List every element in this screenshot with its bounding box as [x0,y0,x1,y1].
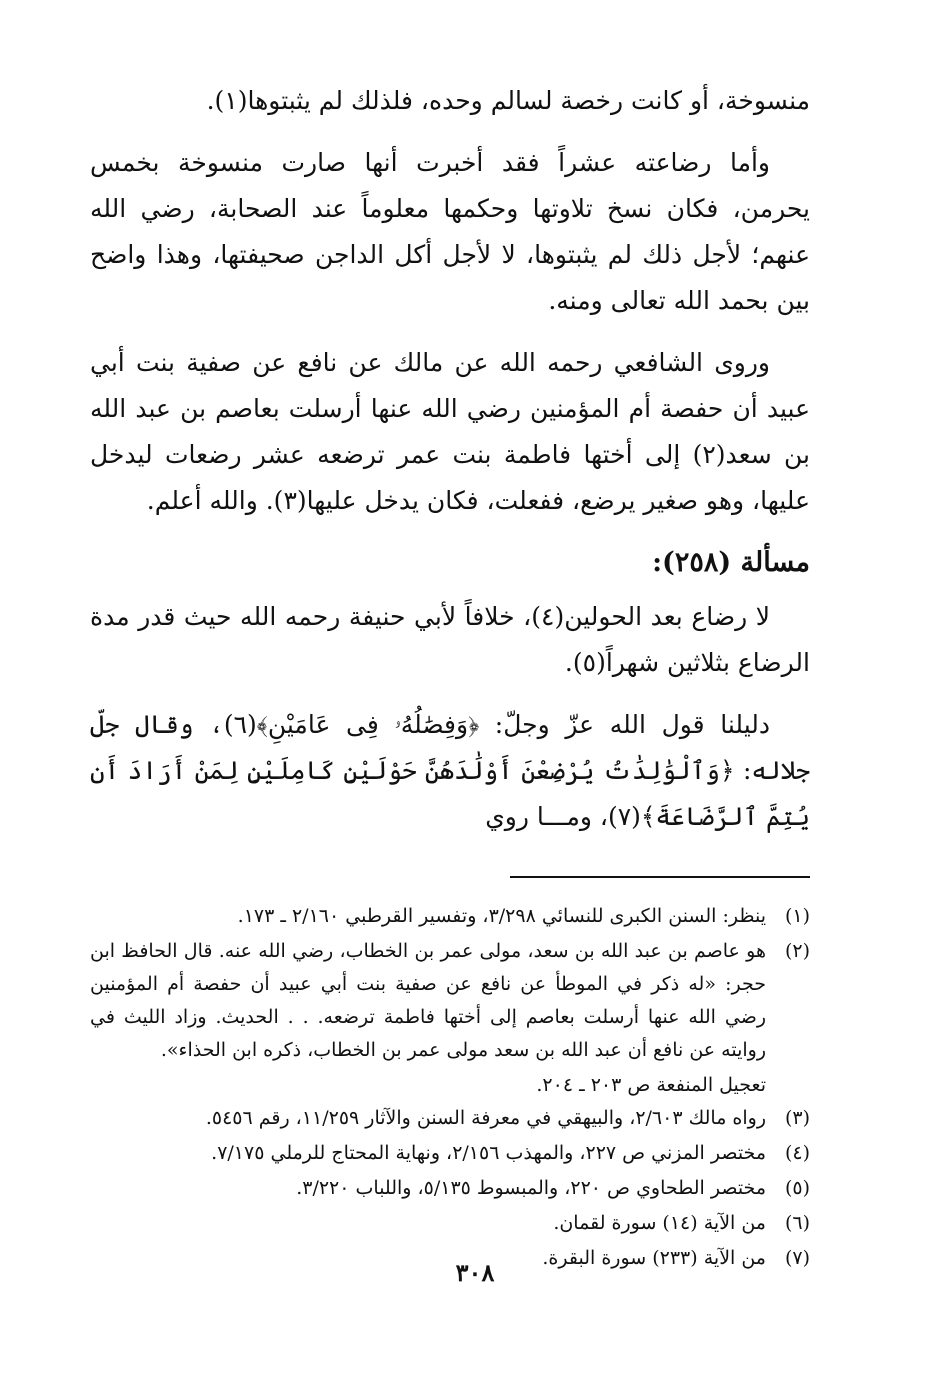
footnote-1 [90,900,810,933]
paragraph-1: منسوخة، أو كانت رخصة لسالم وحده، فلذلك لم يثبتوها(١). [206,86,810,115]
footnote-text: رواه مالك ٢/٦٠٣، والبيهقي في معرفة السنن والآثار ١١/٢٥٩، رقم ٥٤٥٦. [205,1107,766,1129]
footnote-text: هو عاصم بن عبد الله بن سعد، مولى عمر بن الخطاب، رضي الله عنه. قال الحافظ ابن حجر: «له ذكر في الموطأ عن نافع عن صفية بنت أبي عبيد أن حفصة أم المؤمنين رضي الله عنها أرسلت بعاصم إلى أختها فاطمة ترضعه. . . الحديث. وزاد الليث في روايته عن نافع أن عبد الله بن سعد مولى عمر بن الخطاب، ذكره ابن الحذاء». [90,940,766,1061]
footnote-text: ينظر: السنن الكبرى للنسائي ٣/٢٩٨، وتفسير القرطبي ٢/١٦٠ ـ ١٧٣. [237,905,766,927]
footnote-2-source: تعجيل المنفعة ص ٢٠٣ ـ ٢٠٤. [536,1074,766,1096]
footnote-number: (٦) [784,1212,810,1234]
paragraph-3: وروى الشافعي رحمه الله عن مالك عن نافع عن صفية بنت أبي عبيد أن حفصة أم المؤمنين رضي الله عنها أرسلت بعاصم بن عبد الله بن سعد(٢) إلى أختها فاطمة بنت عمر ترضعه عشر رضعات ليدخل عليها، وهو صغير يرضع، ففعلت، فكان يدخل عليها(٣). والله أعلم. [90,348,810,515]
footnote-separator [510,876,810,878]
footnote-number: (٥) [784,1177,810,1199]
footnote-number: (٢) [784,940,810,962]
footnote-number: (٧) [784,1247,810,1269]
footnote-number: (١) [784,905,810,927]
footnotes [90,900,810,1275]
footnote-5 [90,1172,810,1205]
footnote-text: من الآية (٢٣٣) سورة البقرة. [542,1247,766,1269]
paragraph-2: وأما رضاعته عشراً فقد أخبرت أنها صارت منسوخة بخمس يحرمن، فكان نسخ تلاوتها وحكمها معلوماً عند الصحابة، رضي الله عنهم؛ لأجل ذلك لم يثبتوها، لا لأجل أكل الداجن صحيفتها، وهذا واضح بين بحمد الله تعالى ومنه. [90,148,810,315]
section-heading: مسألة (٢٥٨): [652,547,810,578]
footnote-2 [90,935,810,1067]
footnote-text: مختصر الطحاوي ص ٢٢٠، والمبسوط ٥/١٣٥، واللباب ٣/٢٢٠. [296,1177,766,1199]
footnote-number: (٤) [784,1142,810,1164]
footnote-4 [90,1137,810,1170]
paragraph-5-verses: دليلنا قول الله عزّ وجلّ: ﴿وَفِصَٰلُهُۥ فِى عَامَيْنِ﴾(٦)، وقال جلّ جلاله: ﴿وَٱلْوَٰلِدَٰتُ يُرْضِعْنَ أَوْلَٰدَهُنَّ حَوْلَيْنِ كَامِلَيْنِ لِمَنْ أَرَادَ أَن يُتِمَّ ٱلرَّضَاعَةَ﴾(٧)، ومـــا روي [90,710,810,831]
paragraph-4: لا رضاع بعد الحولين(٤)، خلافاً لأبي حنيفة رحمه الله حيث قدر مدة الرضاع بثلاثين شهراً(٥). [90,602,810,677]
footnote-text: مختصر المزني ص ٢٢٧، والمهذب ٢/١٥٦، ونهاية المحتاج للرملي ٧/١٧٥. [211,1142,766,1164]
footnote-number: (٣) [784,1107,810,1129]
footnote-3 [90,1102,810,1135]
page-number: ٣٠٨ [455,1258,495,1287]
footnote-text: من الآية (١٤) سورة لقمان. [553,1212,766,1234]
footnote-6 [90,1207,810,1240]
